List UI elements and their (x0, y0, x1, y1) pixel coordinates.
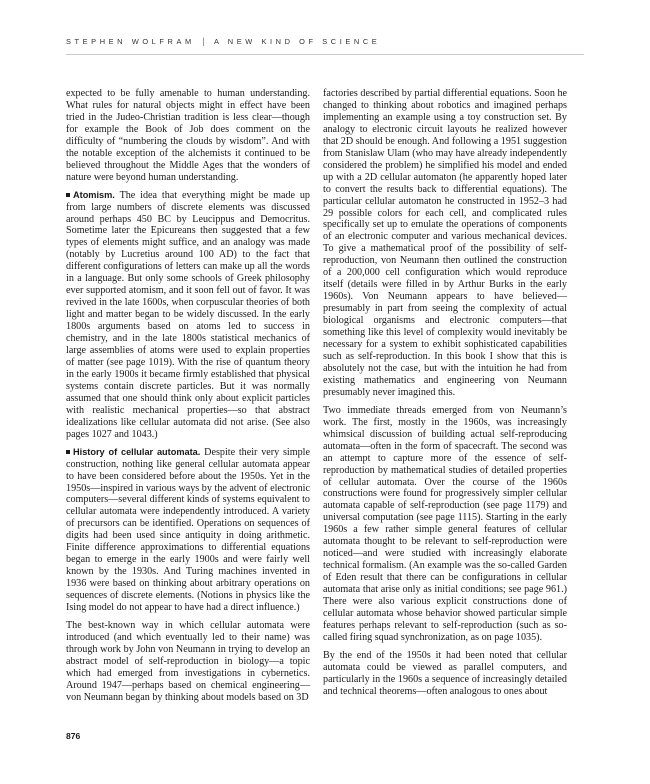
right-column (323, 88, 567, 704)
paragraph-two-threads: Two immediate threads emerged from von Neumann’s work. The first, mostly in the 1960s, was increasingly whimsical discussion of building actual self-reproducing automata—often in the form of spacecraft. The second was an attempt to capture more of the essence of self-reproduction by mathematical studies of detailed properties of cellular automata. Over the course of the 1960s constructions were found for progressively simpler cellular automata capable of self-reproduction (see page 1179) and universal computation (see page 1115). Starting in the early 1960s a few rather simple general features of cellular automata thought to be relevant to self-reproduction were noticed—and were studied with increasingly elaborate technical formalism. (An example was the so-called Garden of Eden result that there can be configurations in cellular automata that arise only as initial conditions; see page 961.) There were also various explicit constructions done of cellular automata whose behavior showed particular simple features perhaps relevant to self-reproduction (such as so-called firing squad synchronization, as on page 1035). (323, 404, 567, 643)
running-head-author: STEPHEN WOLFRAM (66, 37, 195, 46)
history-text: Despite their very simple construction, nothing like general cellular automata appear to have been considered before about the 1950s. Yet in the 1950s—inspired in various ways by the advent of electronic computers—several different kinds of systems equivalent to cellular automata were independently introduced. A variety of precursors can be identified. Operations on sequences of digits had been used since antiquity in doing arithmetic. Finite difference approximations to differential equations began to emerge in the early 1900s and were fairly well known by the 1930s. And Turing machines invented in 1936 were based on thinking about arbitrary operations on sequences of discrete elements. (Notions in physics like the Ising model do not appear to have had a direct influence.) (66, 446, 310, 614)
paragraph-continued: expected to be fully amenable to human understanding. What rules for natural objects might in effect have been tried in the Judeo-Christian tradition is less clear—though for example the Book of Job does comment on the difficulty of “numbering the clouds by wisdom”. And with the notable exception of the alchemists it continued to be believed throughout the Middle Ages that the wonders of nature were beyond human understanding. (66, 88, 310, 183)
running-head-separator: | (202, 36, 205, 46)
paragraph-atomism (66, 190, 310, 441)
history-heading: History of cellular automata. (73, 446, 201, 457)
page-number: 876 (66, 731, 81, 741)
paragraph-von-neumann-factories: factories described by partial differential equations. Soon he changed to thinking about robotics and imagined perhaps implementing an example using a toy construction set. By analogy to electronic circuit layouts he realized however that 2D should be enough. And following a 1951 suggestion from Stanislaw Ulam (who may have already independently considered the problem) he simplified his model and ended up with a 2D cellular automaton (he apparently hoped later to convert the results back to differential equations). The particular cellular automaton he constructed in 1952–3 had 29 possible colors for each cell, and complicated rules specifically set up to emulate the operations of components of an electronic computer and various mechanical devices. To give a mathematical proof of the possibility of self-reproduction, von Neumann then outlined the construction of a 200,000 cell configuration which would reproduce itself (details were filled in by Arthur Burks in the early 1960s). Von Neumann appears to have believed—presumably in part from seeing the complexity of actual biological organisms and electronic computers—that something like this level of complexity would inevitably be necessary for a system to exhibit sophisticated capabilities such as self-reproduction. In this book I show that this is absolutely not the case, but with the intuition he had from existing mathematics and engineering von Neumann presumably never imagined this. (323, 88, 567, 398)
paragraph-best-known-way: The best-known way in which cellular automata were introduced (and which eventually led to their name) was through work by John von Neumann in trying to develop an abstract model of self-reproduction in biology—a topic which had emerged from investigations in cybernetics. Around 1947—perhaps based on chemical engineering—von Neumann began by thinking about models based on 3D (66, 619, 310, 703)
bullet-icon (66, 193, 70, 197)
left-column (66, 88, 310, 710)
atomism-heading: Atomism. (73, 189, 115, 200)
running-head (66, 36, 380, 46)
paragraph-parallel-computers: By the end of the 1950s it had been noted that cellular automata could be viewed as parallel computers, and particularly in the 1960s a sequence of increasingly detailed and technical theorems—often analogous to ones about (323, 649, 567, 697)
running-head-book-title: A NEW KIND OF SCIENCE (213, 37, 381, 46)
bullet-icon (66, 450, 70, 454)
paragraph-history (66, 447, 310, 614)
header-rule (66, 54, 584, 55)
atomism-text: The idea that everything might be made up from large numbers of discrete elements was discussed around perhaps 450 BC by Leucippus and Democritus. Sometime later the Epicureans then suggested that a few types of elements might suffice, and an analogy was made (notably by Lucretius around 100 AD) to the fact that different configurations of letters can make up all the words in a language. But only some schools of Greek philosophy ever supported atomism, and it soon fell out of favor. It was revived in the late 1600s, when corpuscular theories of both light and matter began to be widely discussed. In the early 1800s arguments based on atoms led to success in chemistry, and in the late 1800s statistical mechanics of large assemblies of atoms were used to explain properties of matter (see page 1019). With the rise of quantum theory in the early 1900s it became firmly established that physical systems contain discrete particles. But it was normally assumed that one should think only about explicit particles with realistic mechanical properties—so that abstract idealizations like cellular automata did not arise. (See also pages 1027 and 1043.) (66, 189, 310, 440)
